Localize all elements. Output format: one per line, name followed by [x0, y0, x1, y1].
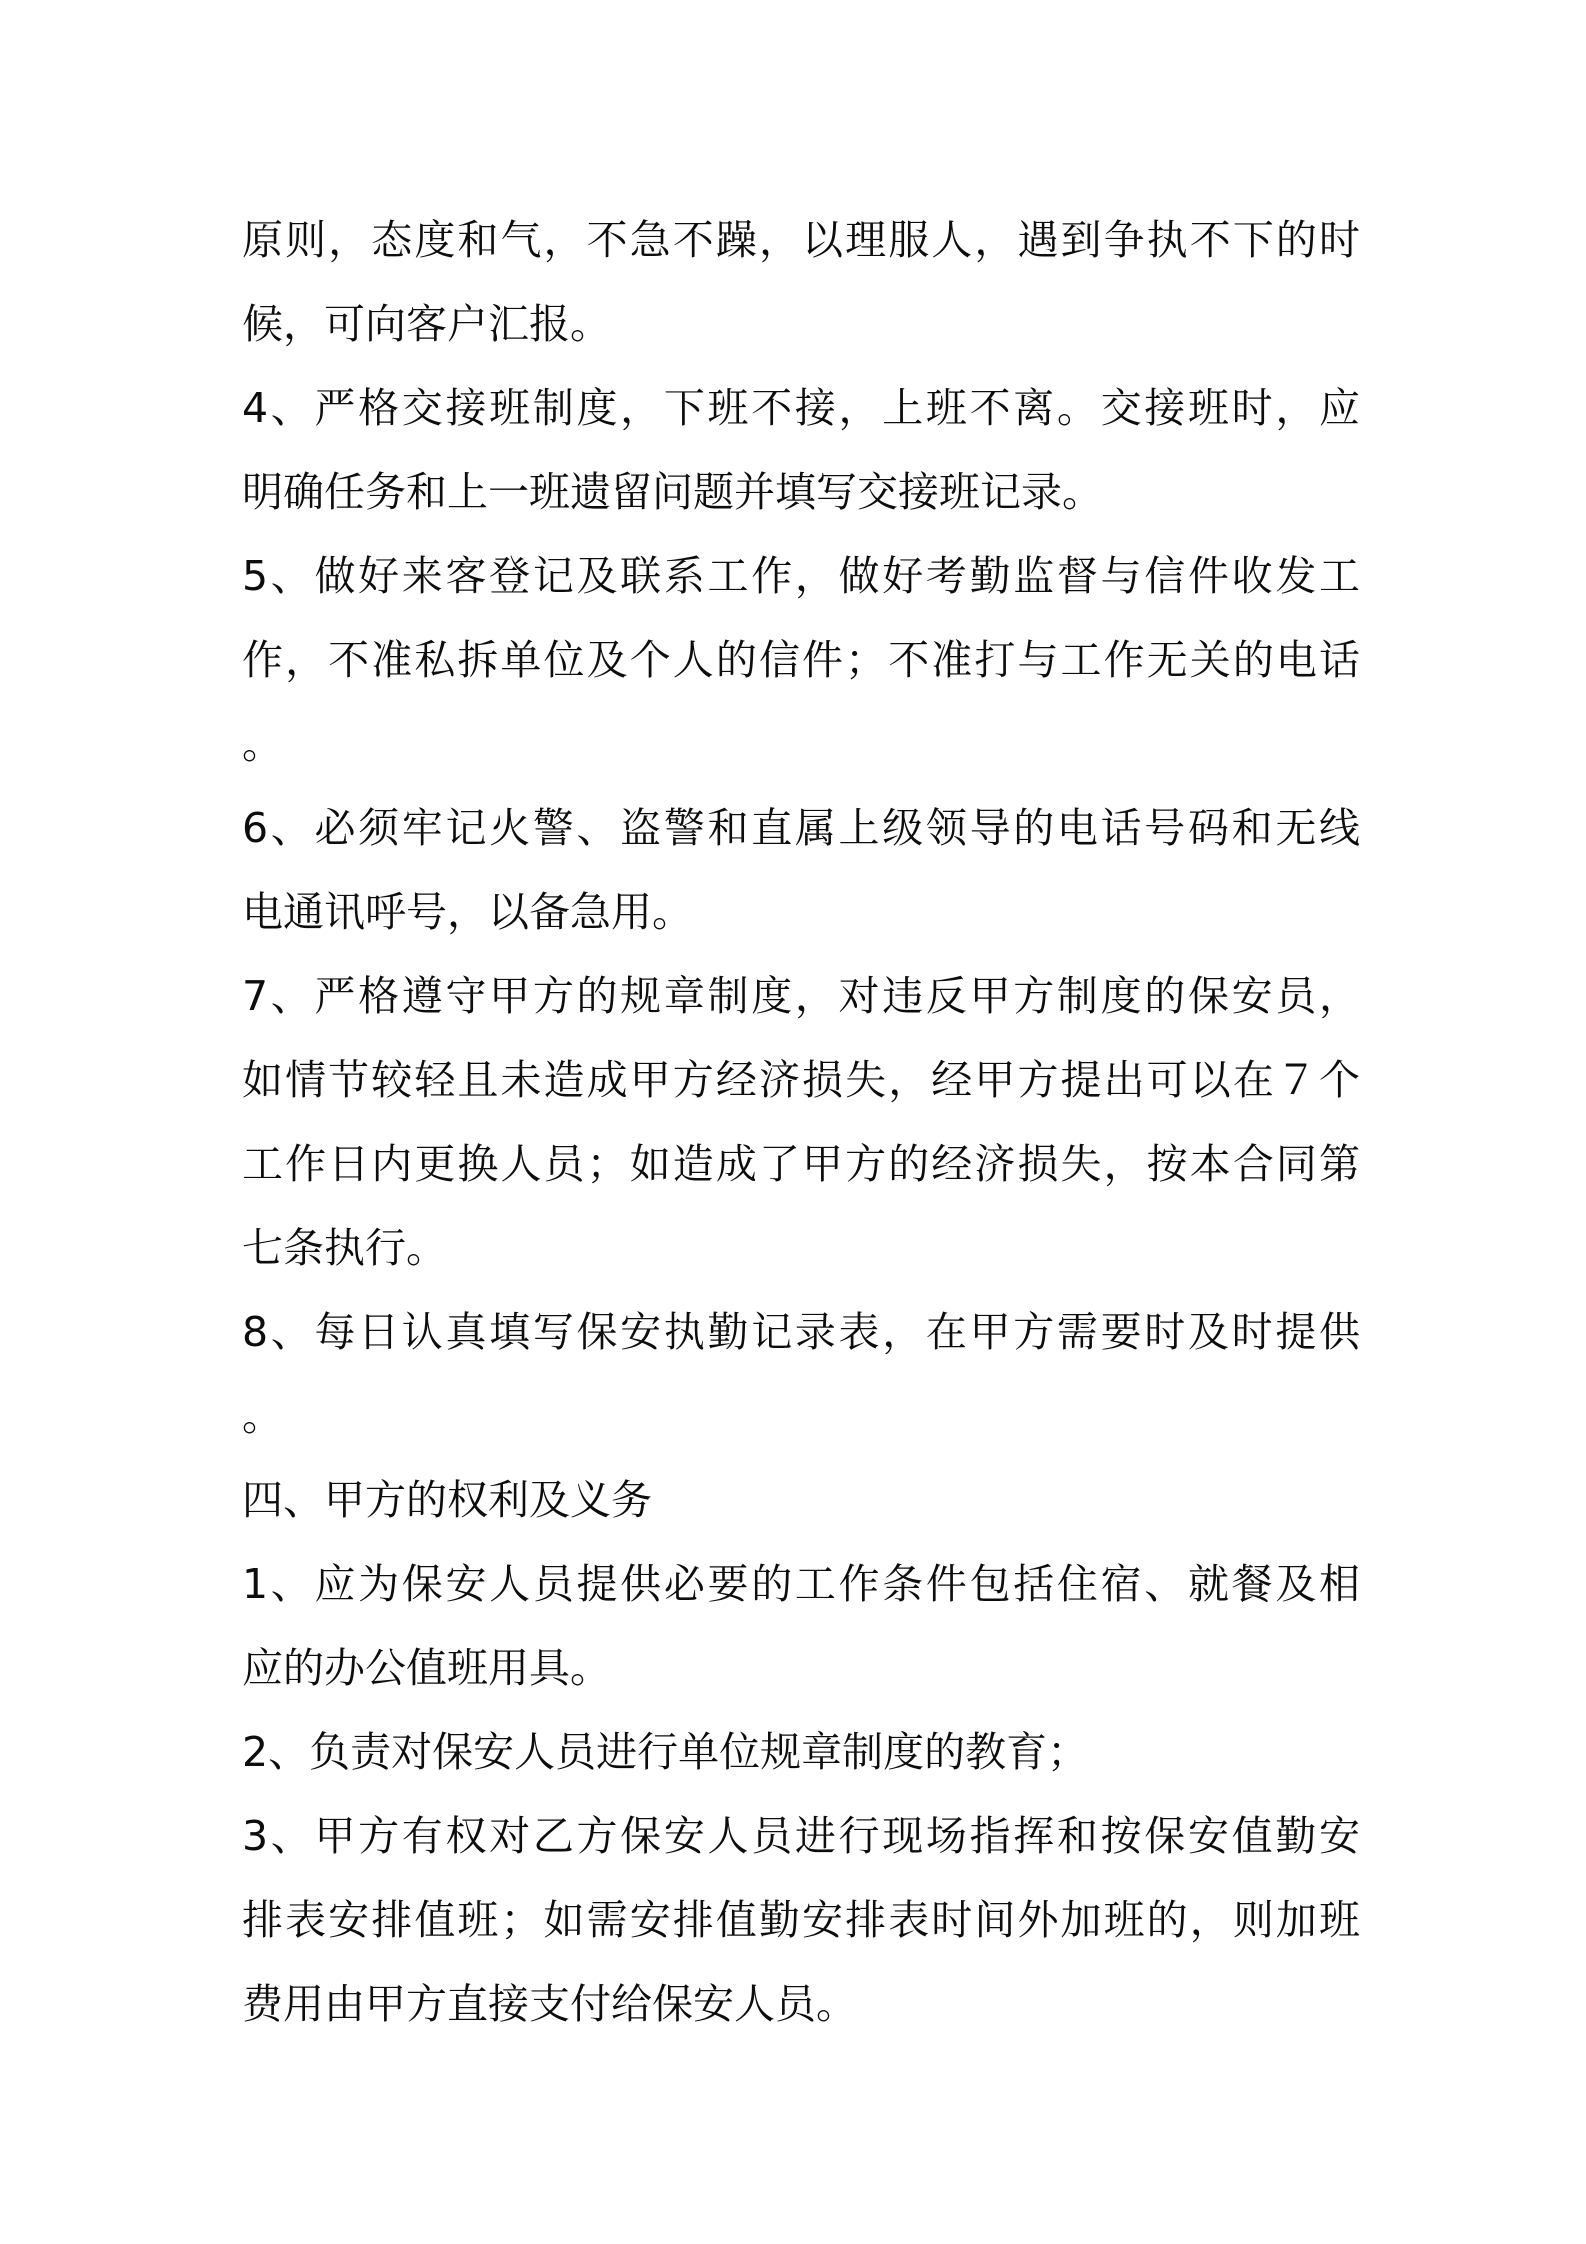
- text-line: 如情节较轻且未造成甲方经济损失，经甲方提出可以在７个: [242, 1056, 1360, 1104]
- text-line: 候，可向客户汇报。: [242, 300, 611, 348]
- text-line: 3、甲方有权对乙方保安人员进行现场指挥和按保安值勤安: [242, 1812, 1360, 1860]
- text-line: 。: [242, 1392, 283, 1440]
- text-line: 8、每日认真填写保安执勤记录表，在甲方需要时及时提供: [242, 1308, 1360, 1356]
- text-line: 2、负责对保安人员进行单位规章制度的教育；: [242, 1728, 1089, 1776]
- text-line: 4、严格交接班制度，下班不接，上班不离。交接班时，应: [242, 384, 1360, 432]
- text-line: 作，不准私拆单位及个人的信件；不准打与工作无关的电话: [242, 636, 1360, 684]
- text-line: 5、做好来客登记及联系工作，做好考勤监督与信件收发工: [242, 552, 1360, 600]
- text-line: 1、应为保安人员提供必要的工作条件包括住宿、就餐及相: [242, 1560, 1360, 1608]
- text-line: 7、严格遵守甲方的规章制度，对违反甲方制度的保安员，: [242, 972, 1360, 1020]
- text-line: 工作日内更换人员；如造成了甲方的经济损失，按本合同第: [242, 1140, 1360, 1188]
- section-heading: 四、甲方的权利及义务: [242, 1476, 652, 1524]
- text-line: 应的办公值班用具。: [242, 1644, 611, 1692]
- text-line: 。: [242, 720, 283, 768]
- text-line: 排表安排值班；如需安排值勤安排表时间外加班的，则加班: [242, 1896, 1360, 1944]
- text-line: 费用由甲方直接支付给保安人员。: [242, 1980, 857, 2028]
- text-line: 电通讯呼号，以备急用。: [242, 888, 693, 936]
- text-line: 6、必须牢记火警、盗警和直属上级领导的电话号码和无线: [242, 804, 1360, 852]
- text-line: 七条执行。: [242, 1224, 447, 1272]
- text-line: 明确任务和上一班遗留问题并填写交接班记录。: [242, 468, 1103, 516]
- text-line: 原则，态度和气，不急不躁，以理服人，遇到争执不下的时: [242, 216, 1360, 264]
- document-body: [242, 198, 1360, 2046]
